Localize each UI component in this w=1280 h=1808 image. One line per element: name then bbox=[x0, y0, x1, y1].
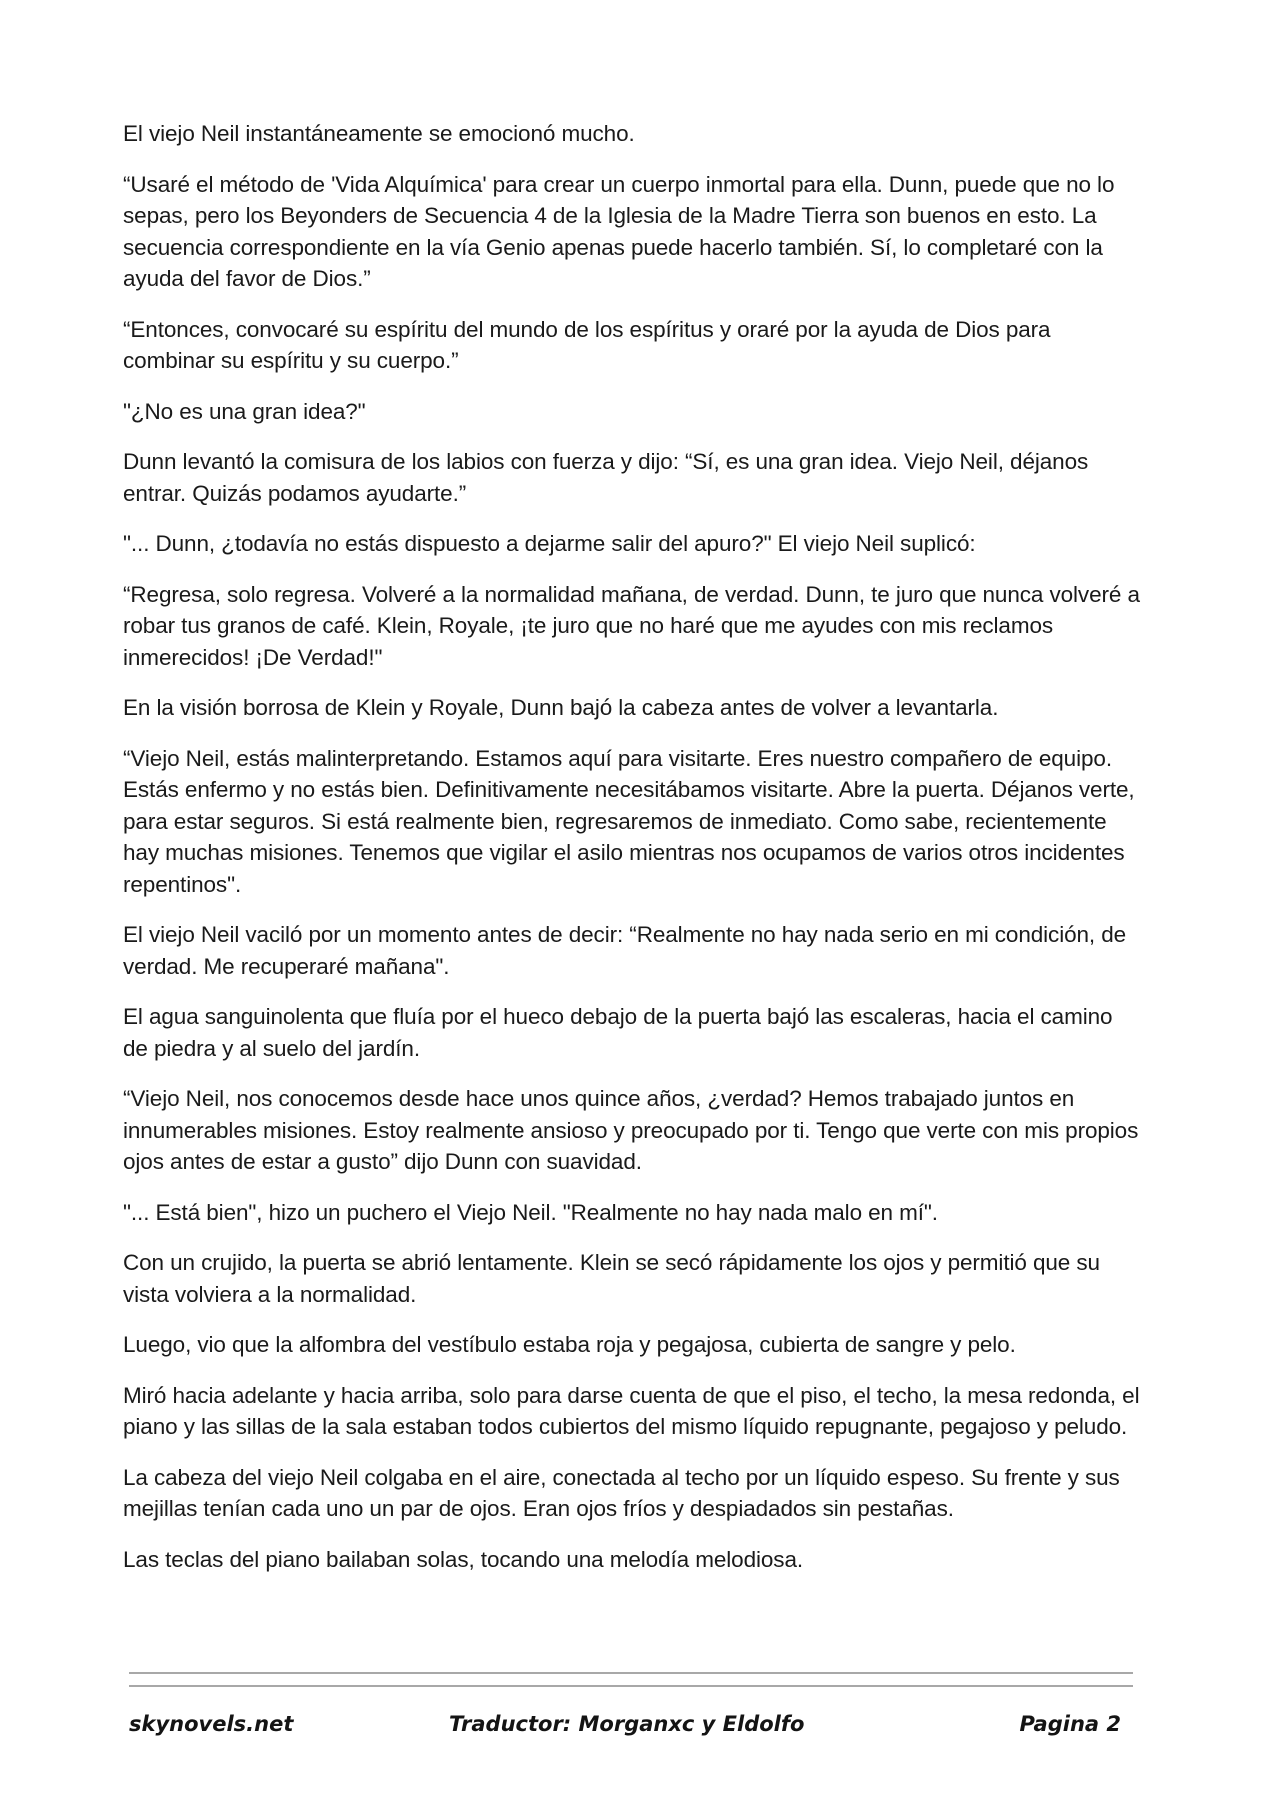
page-footer bbox=[129, 1712, 1133, 1748]
paragraph: "... Está bien", hizo un puchero el Viejo Neil. "Realmente no hay nada malo en mí". bbox=[123, 1199, 938, 1225]
paragraph: En la visión borrosa de Klein y Royale, Dunn bajó la cabeza antes de volver a levantarla. bbox=[123, 695, 999, 720]
paragraph: Luego, vio que la alfombra del vestíbulo estaba roja y pegajosa, cubierta de sangre y pelo. bbox=[123, 1332, 1016, 1357]
footer-site: skynovels.net bbox=[129, 1712, 294, 1736]
document-body bbox=[123, 118, 1143, 1594]
footer-page-number: Pagina 2 bbox=[1019, 1712, 1121, 1736]
paragraph: “Regresa, solo regresa. Volveré a la normalidad mañana, de verdad. Dunn, te juro que nunca volveré a robar tus granos de café. Klein, Royale, ¡te juro que no haré que me ayudes con mis reclamos inmerecidos! ¡De Verdad!" bbox=[123, 581, 1140, 670]
footer-divider-bottom bbox=[129, 1685, 1133, 1687]
paragraph: “Viejo Neil, estás malinterpretando. Estamos aquí para visitarte. Eres nuestro compañero de equipo. Estás enfermo y no estás bien. Definitivamente necesitábamos visitarte. Abre la puerta. Déjanos verte, para estar seguros. Si está realmente bien, regresaremos de inmediato. Como sabe, recientemente hay muchas misiones. Tenemos que vigilar el asilo mientras nos ocupamos de varios otros incidentes repentinos". bbox=[123, 745, 1135, 897]
paragraph: "... Dunn, ¿todavía no estás dispuesto a dejarme salir del apuro?" El viejo Neil suplicó: bbox=[123, 531, 976, 556]
paragraph: “Viejo Neil, nos conocemos desde hace unos quince años, ¿verdad? Hemos trabajado juntos en innumerables misiones. Estoy realmente ansioso y preocupado por ti. Tengo que verte con mis propios ojos antes de estar a gusto” dijo Dunn con suavidad. bbox=[123, 1086, 1139, 1174]
paragraph: “Entonces, convocaré su espíritu del mundo de los espíritus y oraré por la ayuda de Dios para combinar su espíritu y su cuerpo.” bbox=[123, 316, 1051, 373]
paragraph: El agua sanguinolenta que fluía por el hueco debajo de la puerta bajó las escaleras, hacia el camino de piedra y al suelo del jardín. bbox=[123, 1004, 1113, 1061]
footer-divider-top bbox=[129, 1672, 1133, 1674]
paragraph: Con un crujido, la puerta se abrió lentamente. Klein se secó rápidamente los ojos y permitió que su vista volviera a la normalidad. bbox=[123, 1250, 1100, 1307]
paragraph: La cabeza del viejo Neil colgaba en el aire, conectada al techo por un líquido espeso. Su frente y sus mejillas tenían cada uno un par de ojos. Eran ojos fríos y despiadados sin pestañas. bbox=[123, 1464, 1120, 1521]
paragraph: "¿No es una gran idea?" bbox=[123, 398, 366, 424]
footer-translator: Traductor: Morganxc y Eldolfo bbox=[449, 1712, 805, 1736]
paragraph: Dunn levantó la comisura de los labios con fuerza y dijo: “Sí, es una gran idea. Viejo Neil, déjanos entrar. Quizás podamos ayudarte.” bbox=[123, 449, 1089, 506]
paragraph: “Usaré el método de 'Vida Alquímica' para crear un cuerpo inmortal para ella. Dunn, puede que no lo sepas, pero los Beyonders de Secuencia 4 de la Iglesia de la Madre Tierra son buenos en esto. La secuencia correspondiente en la vía Genio apenas puede hacerlo también. Sí, lo completaré con la ayuda del favor de Dios.” bbox=[123, 171, 1115, 291]
paragraph: Las teclas del piano bailaban solas, tocando una melodía melodiosa. bbox=[123, 1546, 804, 1572]
paragraph: Miró hacia adelante y hacia arriba, solo para darse cuenta de que el piso, el techo, la mesa redonda, el piano y las sillas de la sala estaban todos cubiertos del mismo líquido repugnante, pegajoso y peludo. bbox=[123, 1382, 1140, 1439]
paragraph: El viejo Neil vaciló por un momento antes de decir: “Realmente no hay nada serio en mi condición, de verdad. Me recuperaré mañana". bbox=[123, 922, 1127, 979]
paragraph: El viejo Neil instantáneamente se emocionó mucho. bbox=[123, 121, 635, 146]
